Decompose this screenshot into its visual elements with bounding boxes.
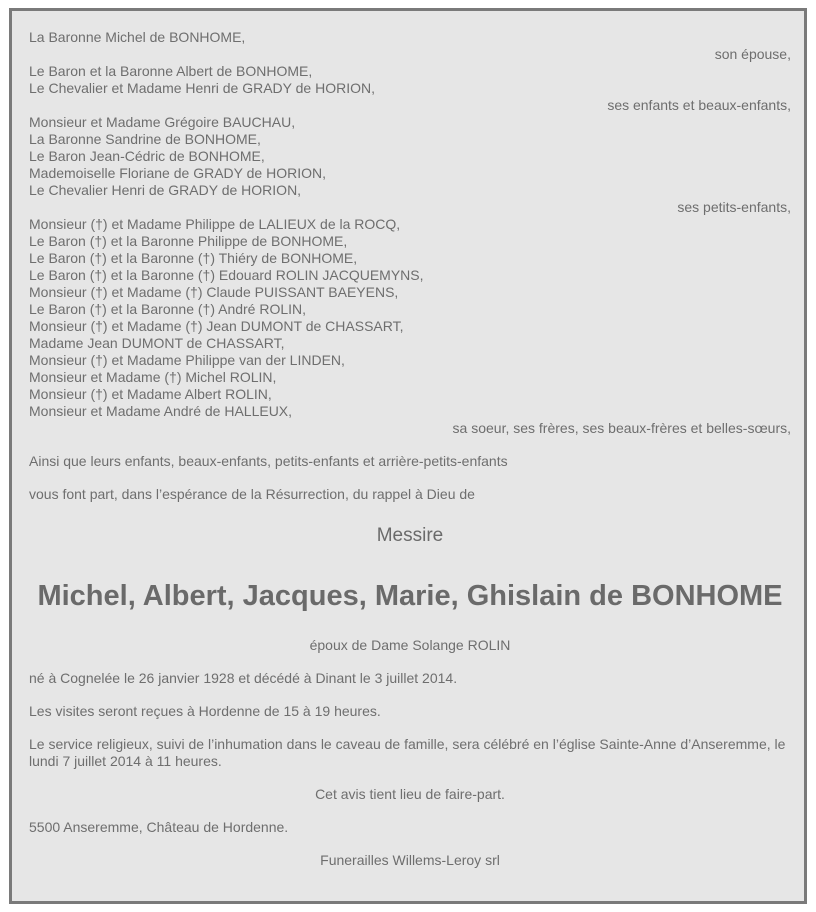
list-item: Mademoiselle Floriane de GRADY de HORION,: [29, 165, 326, 181]
notice-line: Cet avis tient lieu de faire-part.: [315, 786, 505, 802]
children-role: ses enfants et beaux-enfants,: [607, 97, 791, 113]
siblings-role: sa soeur, ses frères, ses beaux-frères et belles-sœurs,: [452, 420, 791, 436]
service-line: Le service religieux, suivi de l’inhumation dans le caveau de famille, sera célébré en l’église Sainte-Anne d’Anseremme, le lundi 7 juillet 2014 à 11 heures.: [29, 736, 786, 769]
descendants-line: Ainsi que leurs enfants, beaux-enfants, petits-enfants et arrière-petits-enfants: [29, 453, 508, 469]
list-item: La Baronne Sandrine de BONHOME,: [29, 131, 261, 147]
visits-line: Les visites seront reçues à Hordenne de 15 à 19 heures.: [29, 703, 381, 719]
list-item: Le Baron (†) et la Baronne Philippe de BONHOME,: [29, 233, 348, 249]
obituary-notice: [9, 8, 807, 904]
children-list: [29, 63, 791, 97]
list-item: Monsieur et Madame (†) Michel ROLIN,: [29, 369, 277, 385]
funeral-home-line: Funerailles Willems-Leroy srl: [320, 852, 500, 868]
list-item: Le Baron (†) et la Baronne (†) André ROLIN,: [29, 301, 307, 317]
notice-content: [29, 29, 791, 869]
list-item: Le Chevalier et Madame Henri de GRADY de HORION,: [29, 80, 375, 96]
list-item: Le Baron (†) et la Baronne (†) Thiéry de BONHOME,: [29, 250, 358, 266]
siblings-list: [29, 216, 791, 420]
list-item: Monsieur (†) et Madame (†) Jean DUMONT de CHASSART,: [29, 318, 404, 334]
list-item: Monsieur (†) et Madame Philippe van der LINDEN,: [29, 352, 345, 368]
list-item: Le Baron (†) et la Baronne (†) Edouard ROLIN JACQUEMYNS,: [29, 267, 424, 283]
announcement-line: vous font part, dans l’espérance de la Résurrection, du rappel à Dieu de: [29, 486, 475, 502]
list-item: Monsieur (†) et Madame (†) Claude PUISSANT BAEYENS,: [29, 284, 399, 300]
spouse-line: La Baronne Michel de BONHOME,: [29, 29, 246, 45]
list-item: Monsieur (†) et Madame Albert ROLIN,: [29, 386, 272, 402]
address-line: 5500 Anseremme, Château de Hordenne.: [29, 819, 289, 835]
list-item: Le Chevalier Henri de GRADY de HORION,: [29, 182, 302, 198]
list-item: Monsieur (†) et Madame Philippe de LALIEUX de la ROCQ,: [29, 216, 401, 232]
list-item: Madame Jean DUMONT de CHASSART,: [29, 335, 285, 351]
spouse-of-line: époux de Dame Solange ROLIN: [309, 637, 511, 653]
list-item: Le Baron et la Baronne Albert de BONHOME,: [29, 63, 313, 79]
honorific-title: Messire: [376, 525, 444, 546]
grandchildren-list: [29, 114, 791, 199]
deceased-name: Michel, Albert, Jacques, Marie, Ghislain de BONHOME: [37, 580, 783, 612]
spouse-role: son épouse,: [714, 46, 791, 62]
list-item: Le Baron Jean-Cédric de BONHOME,: [29, 148, 265, 164]
list-item: Monsieur et Madame André de HALLEUX,: [29, 403, 293, 419]
birth-death-line: né à Cognelée le 26 janvier 1928 et décédé à Dinant le 3 juillet 2014.: [29, 670, 458, 686]
list-item: Monsieur et Madame Grégoire BAUCHAU,: [29, 114, 296, 130]
grandchildren-role: ses petits-enfants,: [677, 199, 791, 215]
